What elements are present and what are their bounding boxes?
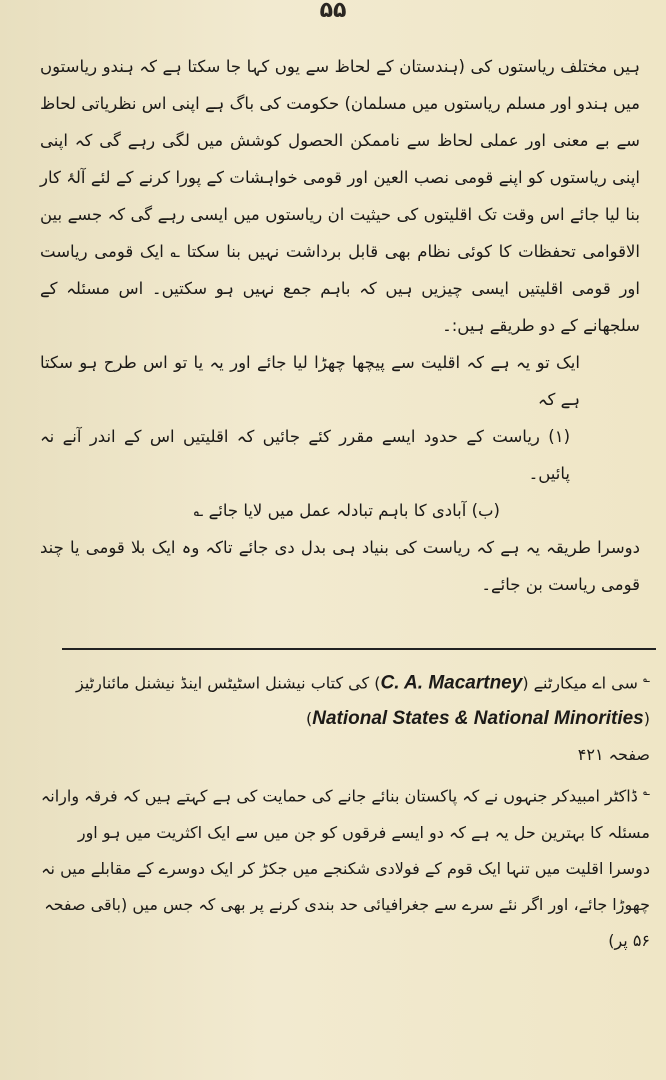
footnote-2 xyxy=(40,773,650,958)
footnote-2-text: ڈاکٹر امبیدکر جنہوں نے کہ پاکستان بنائے جانے کی حمایت کی ہے کہتے ہیں کہ فرقہ وارانہ مسئلہ کا بہترین حل یہ ہے کہ دو ایسے فرقوں کو جن میں سے ایک اکثریت میں ہو اور دوسرا اقلیت میں تنہا ایک قوم کے فولادی شکنجے میں جکڑ کر ایک دوسرے کے مقابلے میں نہ چھوڑا جائے، اور اگر نئے سرے سے جغرافیائی حد بندی کرنے پر بھی کہ جس میں (باقی صفحہ ۵۶ پر) xyxy=(40,786,650,950)
paragraph-2: ایک تو یہ ہے کہ اقلیت سے پیچھا چھڑا لیا جائے اور یہ یا تو اس طرح ہو سکتا ہے کہ xyxy=(40,353,580,409)
footnote-1-text-start: سی اے میکارٹنے xyxy=(533,673,638,693)
footnote-1-author: C. A. Macartney xyxy=(380,672,523,694)
footnotes xyxy=(40,660,650,959)
paragraph-3: (۱) ریاست کے حدود ایسے مقرر کئے جائیں کہ اقلیتیں اس کے اندر آنے نہ پائیں۔ xyxy=(40,427,570,483)
page-number: ۵۵ xyxy=(319,0,347,23)
footnote-2-marker: ؎ xyxy=(642,784,650,799)
paragraph-5: دوسرا طریقہ یہ ہے کہ ریاست کی بنیاد ہی بدل دی جائے تاکہ وہ ایک بلا قومی یا چند قومی ریاست بن جائے۔ xyxy=(40,538,640,594)
footnote-1-text-mid: کی کتاب نیشنل اسٹیٹس اینڈ نیشنل مائنارٹیز xyxy=(75,673,370,693)
footnote-1: ؎ سی اے میکارٹنے (C. A. Macartney) کی کتاب نیشنل اسٹیٹس اینڈ نیشنل مائنارٹیز (National States & National Minorities) xyxy=(75,671,650,730)
footnote-1-book-title: National States & National Minorities xyxy=(312,708,644,730)
main-text xyxy=(40,48,640,603)
footnote-divider xyxy=(62,648,656,650)
paragraph-1: ہیں مختلف ریاستوں کی (ہندستان کے لحاظ سے یوں کہا جا سکتا ہے کہ ہندو ریاستوں میں ہندو اور مسلم ریاستوں میں مسلمان) حکومت کی باگ ہے اپنی اس نظریاتی لحاظ سے بے معنی اور عملی لحاظ سے ناممکن الحصول کوشش میں لگی رہے گی کہ اپنی اپنی ریاستوں کو اپنے قومی نصب العین اور قومی خواہشات کے پورا کرنے کے لئے آلۂ کار بنا لیا جائے اس وقت تک اقلیتوں کی حیثیت ان ریاستوں میں ایسی رہے گی کہ جسے بین الاقوامی تحفظات کا کوئی نظام بھی قابل برداشت نہیں بنا سکتا ؎ ایک قومی ریاست اور قومی اقلیتیں ایسی چیزیں ہیں کہ باہم جمع نہیں ہو سکتیں۔ اس مسئلہ کے سلجھانے کے دو طریقے ہیں:۔ xyxy=(40,57,640,335)
paragraph-4: (ب) آبادی کا باہم تبادلہ عمل میں لایا جائے ؎ xyxy=(193,501,500,520)
footnote-1-page: صفحہ ۴۲۱ xyxy=(577,745,650,765)
footnote-1-marker: ؎ xyxy=(642,671,650,685)
